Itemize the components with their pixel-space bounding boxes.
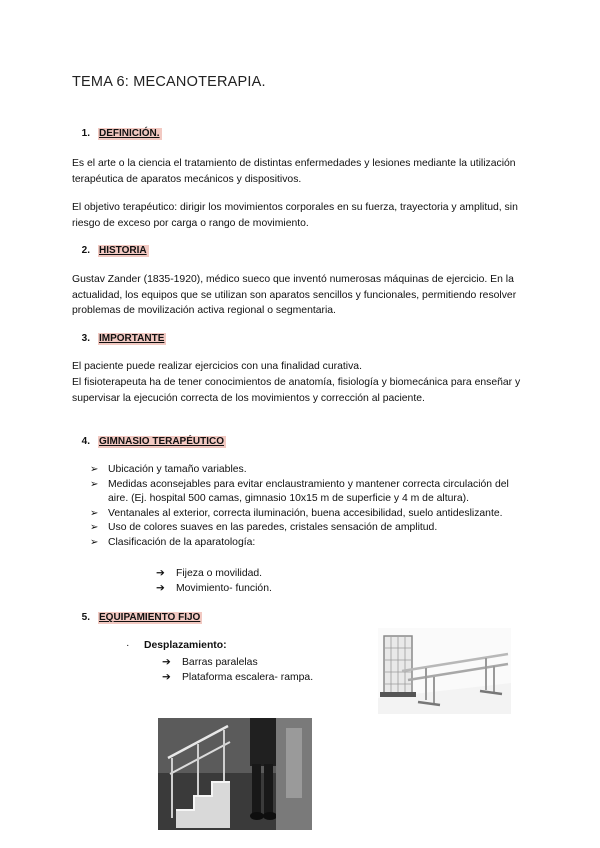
list-item: ➢ Uso de colores suaves en las paredes, cristales sensación de amplitud. — [90, 522, 438, 533]
parallel-bars-illustration — [378, 628, 511, 714]
section-heading-historia: 2. HISTORIA — [81, 245, 147, 256]
importante-paragraph-1: El paciente puede realizar ejercicios con una finalidad curativa. — [72, 361, 362, 372]
parallel-bars-image — [378, 628, 511, 714]
stairs-ramp-photo — [158, 718, 312, 830]
gimnasio-sublist — [156, 566, 272, 596]
stairs-ramp-image — [158, 718, 312, 830]
list-item: ➢ Ubicación y tamaño variables. — [90, 464, 247, 475]
list-item: ➢ Ventanales al exterior, correcta iluminación, buena accesibilidad, suelo antideslizante. — [90, 507, 503, 519]
desplazamiento-sublist — [162, 655, 313, 685]
list-item: ➔ Movimiento- función. — [156, 583, 272, 594]
section-heading-importante: 3. IMPORTANTE — [81, 333, 165, 344]
page-title: TEMA 6: MECANOTERAPIA. — [72, 74, 266, 90]
definicion-paragraph-1: Es el arte o la ciencia el tratamiento de distintas enfermedades y lesiones mediante la utilización terapéutica de aparatos mecánicos y dispositivos. — [72, 158, 516, 185]
list-item: ➔ Plataforma escalera- rampa. — [162, 672, 314, 683]
historia-paragraph: Gustav Zander (1835-1920), médico sueco que inventó numerosas máquinas de ejercicio. En la actualidad, los equipos que se utilizan son aparatos sencillos y funcionales, permitiendo resolver problemas de movilización activa regional o segmentaria. — [72, 274, 517, 317]
gimnasio-list — [90, 463, 530, 550]
section-heading-gimnasio: 4. GIMNASIO TERAPÉUTICO — [81, 436, 225, 447]
list-item: ➔ Barras paralelas — [162, 657, 258, 668]
section-heading-definicion: 1. DEFINICIÓN. — [81, 128, 160, 139]
list-item: ➔ Fijeza o movilidad. — [156, 568, 263, 579]
list-item: ➢ Medidas aconsejables para evitar enclaustramiento y mantener correcta circulación del aire. (Ej. hospital 500 camas, gimnasio 10x15 m de superficie y 4 m de altura). — [90, 478, 509, 504]
importante-paragraph-2: El fisioterapeuta ha de tener conocimientos de anatomía, fisiología y biomecánica para enseñar y supervisar la ejecución correcta de los movimientos y corrección al paciente. — [72, 377, 521, 404]
desplazamiento-label: · Desplazamiento: — [126, 640, 227, 651]
list-item: ➢ Clasificación de la aparatología: — [90, 536, 256, 548]
definicion-paragraph-2: El objetivo terapéutico: dirigir los movimientos corporales en su fuerza, trayectoria y amplitud, sin riesgo de exceso por carga o rango de movimiento. — [72, 202, 518, 229]
section-heading-equipamiento: 5. EQUIPAMIENTO FIJO — [81, 612, 201, 623]
